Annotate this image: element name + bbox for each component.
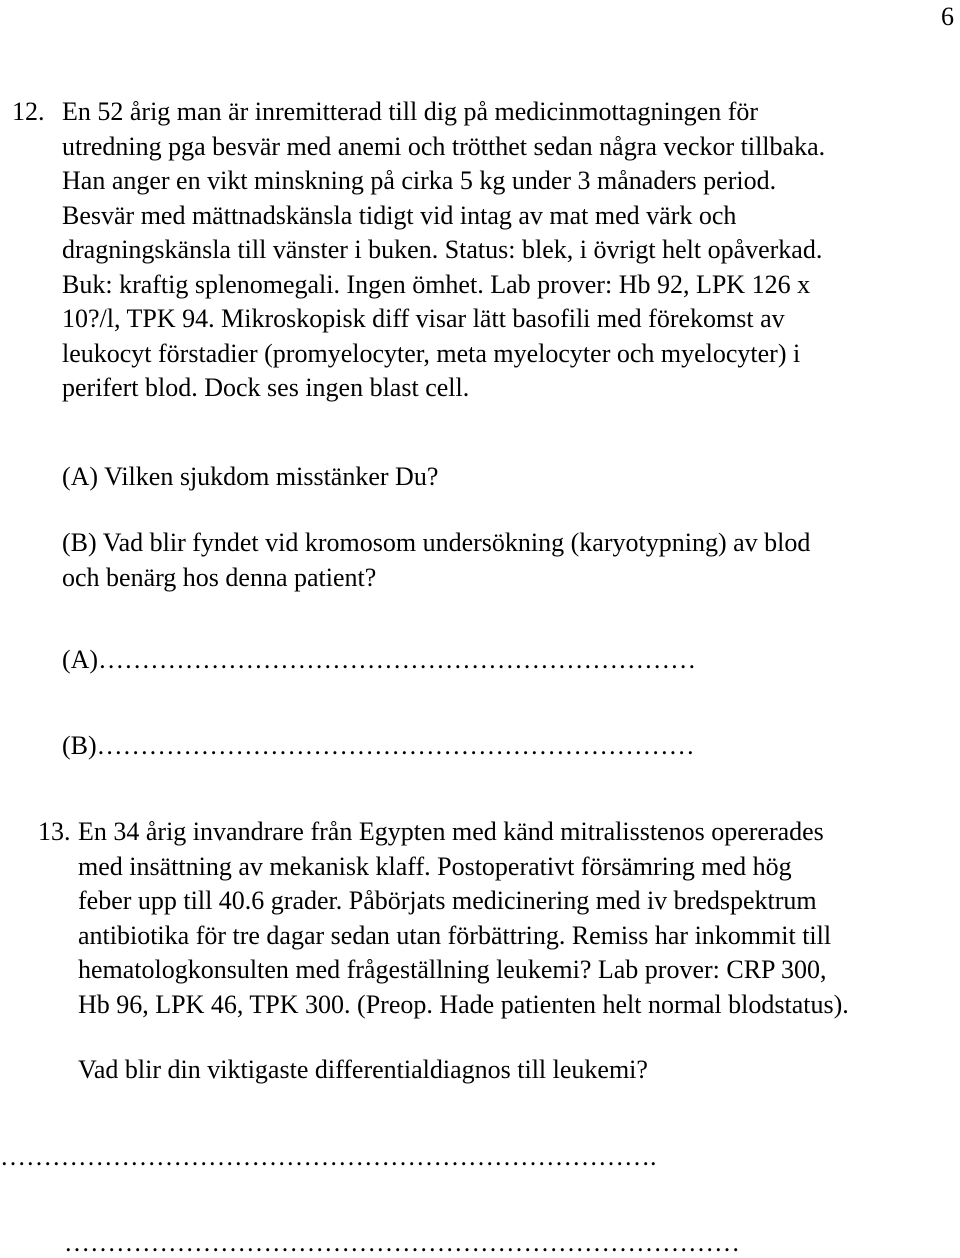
- question-13-text: [78, 815, 849, 1022]
- question-12-line: utredning pga besvär med anemi och trötthet sedan några veckor tillbaka.: [62, 131, 826, 161]
- question-13-line: hematologkonsulten med frågeställning leukemi? Lab prover: CRP 300,: [78, 955, 827, 984]
- question-12-line: 10?/l, TPK 94. Mikroskopisk diff visar lätt basofili med förekomst av: [62, 304, 785, 333]
- question-12-line: En 52 årig man är inremitterad till dig på medicinmottagningen för: [62, 97, 759, 126]
- question-12-line: Han anger en vikt minskning på cirka 5 kg under 3 månaders period.: [62, 166, 777, 195]
- answer-13-line: ……………………………………………………………………: [64, 1228, 740, 1257]
- question-13-line: antibiotika för tre dagar sedan utan förbättring. Remiss har inkommit till: [78, 920, 832, 950]
- answer-13-line: ………………………………………………………………….: [0, 1142, 657, 1171]
- answer-12a-line: (A)……………………………………………………………: [62, 645, 697, 674]
- question-13-prompt: Vad blir din viktigaste differentialdiagnos till leukemi?: [78, 1055, 648, 1084]
- question-13-line: En 34 årig invandrare från Egypten med känd mitralisstenos opererades: [78, 817, 824, 846]
- question-12b: [62, 526, 810, 595]
- question-13-number: 13.: [38, 817, 71, 846]
- question-13-line: med insättning av mekanisk klaff. Postoperativt försämring med hög: [78, 851, 792, 881]
- question-12-line: leukocyt förstadier (promyelocyter, meta myelocyter och myelocyter) i: [62, 338, 801, 368]
- page-number: 6: [941, 2, 954, 31]
- question-12-line: Besvär med mättnadskänsla tidigt vid intag av mat med värk och: [62, 200, 737, 230]
- question-12b-line: och benärg hos denna patient?: [62, 562, 377, 592]
- question-12-line: dragningskänsla till vänster i buken. Status: blek, i övrigt helt opåverkad.: [62, 235, 823, 264]
- question-12-line: Buk: kraftig splenomegali. Ingen ömhet. Lab prover: Hb 92, LPK 126 x: [62, 269, 811, 299]
- question-13-line: feber upp till 40.6 grader. Påbörjats medicinering med iv bredspektrum: [78, 886, 817, 915]
- question-12-line: perifert blod. Dock ses ingen blast cell.: [62, 373, 470, 402]
- answer-12b-line: (B)……………………………………………………………: [62, 731, 695, 760]
- question-12a: (A) Vilken sjukdom misstänker Du?: [62, 462, 439, 491]
- question-12-text: [62, 95, 825, 406]
- question-13-line: Hb 96, LPK 46, TPK 300. (Preop. Hade patienten helt normal blodstatus).: [78, 989, 849, 1019]
- question-12b-line: (B) Vad blir fyndet vid kromosom undersökning (karyotypning) av blod: [62, 528, 811, 557]
- question-12-number: 12.: [12, 97, 45, 126]
